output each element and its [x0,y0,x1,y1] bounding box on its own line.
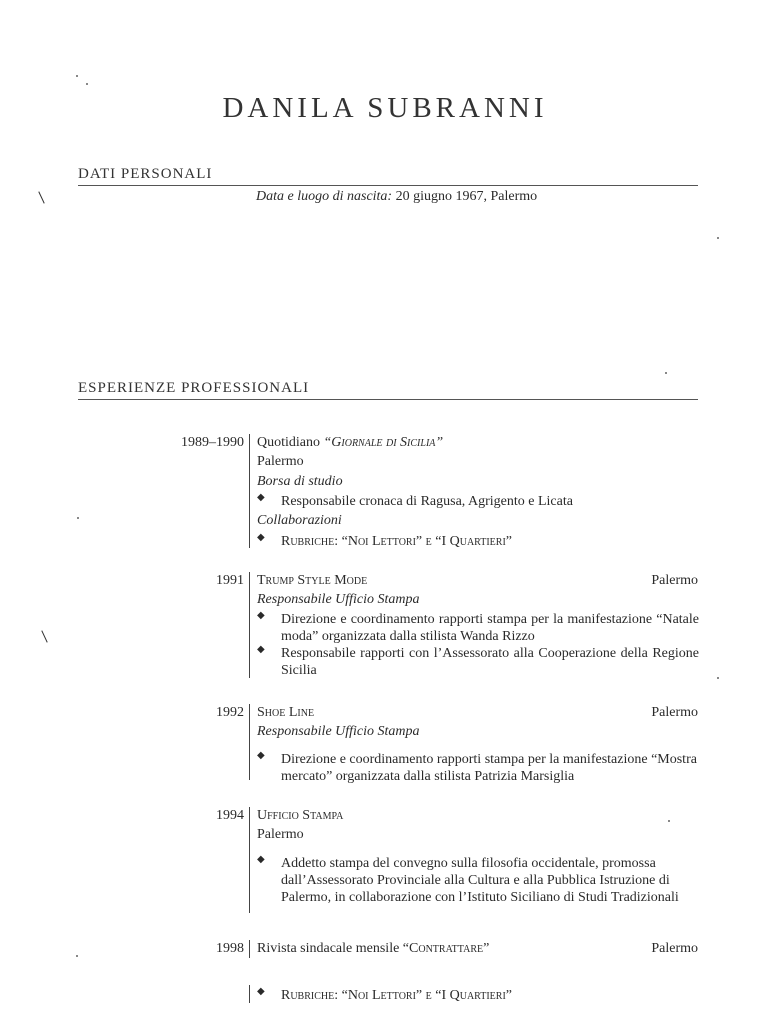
scan-speck [76,955,78,957]
entry-role: Collaborazioni [257,513,342,528]
entry-bullet: Direzione e coordinamento rapporti stampa per la manifestazione “Natale moda” organizzata dalla stilista Wanda Rizzo [281,612,699,644]
birth-info [256,189,537,205]
birth-label: Data e luogo di nascita: [256,189,393,204]
entry-year: 1992 [216,705,244,720]
entry-year: 1998 [216,941,244,956]
entry-role: Responsabile Ufficio Stampa [257,724,420,739]
resume-name: DANILA SUBRANNI [222,92,548,124]
entry-org [257,435,443,451]
bullet-icon: ◆ [257,644,265,655]
entry-divider [249,807,250,913]
entry-divider [249,940,250,958]
entry-role: Borsa di studio [257,474,343,489]
bullet-icon: ◆ [257,610,265,621]
entry-location: Palermo [651,705,698,720]
entry-location: Palermo [651,941,698,956]
scan-speck [668,820,670,822]
entry-bullet: Responsabile rapporti con l’Assessorato alla Cooperazione della Regione Sicilia [281,646,699,678]
section-title-personal: DATI PERSONALI [78,166,213,182]
entry-org: Ufficio Stampa [257,808,344,823]
bullet-icon: ◆ [257,532,265,543]
entry-org [257,941,489,957]
section-title-experience: ESPERIENZE PROFESSIONALI [78,380,310,396]
org-name: “Giornale di Sicilia” [323,435,444,450]
entry-year: 1994 [216,808,244,823]
org-prefix: Rivista sindacale mensile [257,941,400,956]
scan-speck [665,372,667,374]
entry-divider [249,704,250,780]
entry-bullet: Direzione e coordinamento rapporti stampa per la manifestazione “Mostra mercato” organizzata dalla stilista Patrizia Marsiglia [281,752,697,784]
entry-bullet: Addetto stampa del convegno sulla filosofia occidentale, promossa dall’Assessorato Provinciale alla Cultura e alla Pubblica Istruzione di Palermo, in collaborazione con l’Istituto Siciliano di Studi Tradizionali [281,856,679,905]
scan-speck [77,517,79,519]
org-prefix: Quotidiano [257,435,320,450]
entry-location: Palermo [651,573,698,588]
entry-city: Palermo [257,454,304,469]
scan-speck [717,677,719,679]
scan-speck [86,83,88,85]
scan-speck [717,237,719,239]
scan-speck [76,75,78,77]
entry-year: 1991 [216,573,244,588]
scan-mark [38,191,44,203]
bullet-icon: ◆ [257,750,265,761]
entry-city: Palermo [257,827,304,842]
section-divider [78,399,698,400]
bullet-icon: ◆ [257,492,265,503]
entry-org: Trump Style Mode [257,573,368,588]
scan-mark [41,630,47,642]
section-divider [78,185,698,186]
bullet-icon: ◆ [257,986,265,997]
birth-value: 20 giugno 1967, Palermo [395,189,538,204]
entry-org: Shoe Line [257,705,315,720]
entry-divider [249,572,250,678]
entry-bullet: Responsabile cronaca di Ragusa, Agrigento e Licata [281,494,573,509]
org-name: “Contrattare” [402,941,490,956]
entry-divider [249,985,250,1003]
entry-role: Responsabile Ufficio Stampa [257,592,420,607]
entry-bullet: Rubriche: “Noi Lettori” e “I Quartieri” [281,988,512,1003]
entry-bullet: Rubriche: “Noi Lettori” e “I Quartieri” [281,534,512,549]
entry-year: 1989–1990 [181,435,244,450]
entry-divider [249,434,250,548]
bullet-icon: ◆ [257,854,265,865]
